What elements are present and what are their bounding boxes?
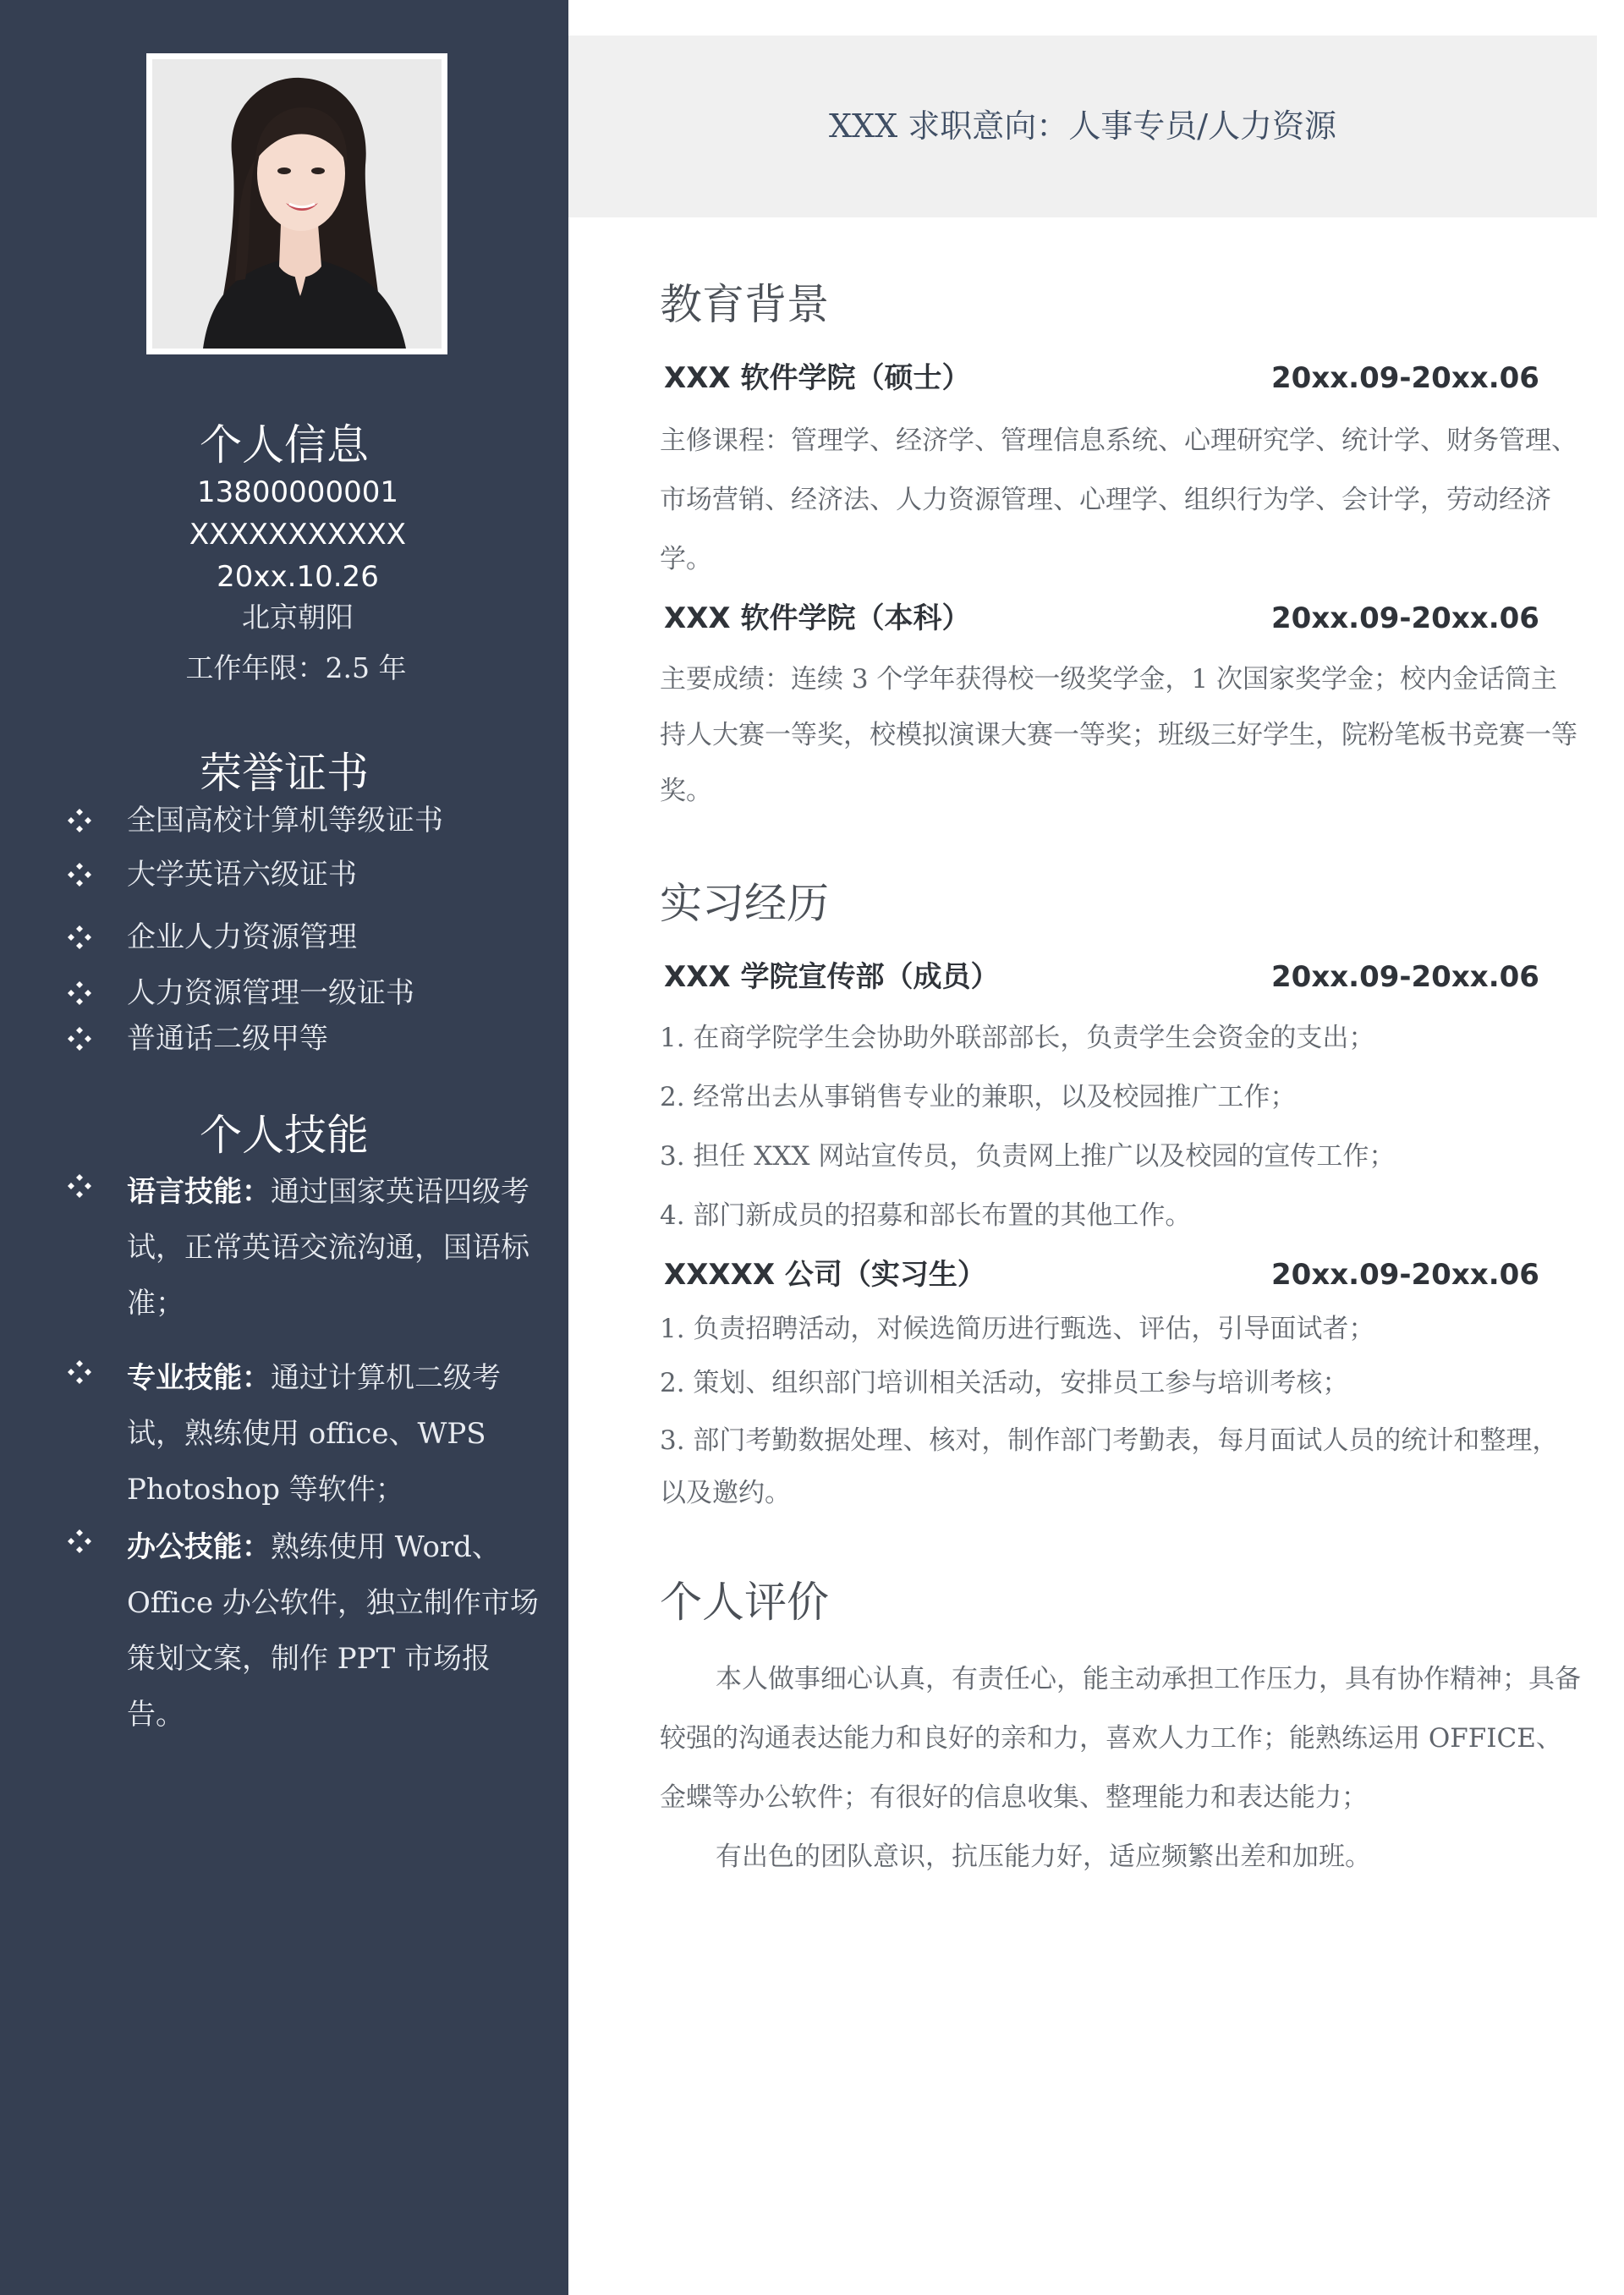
- sidebar: [0, 0, 568, 2295]
- date-range: 20xx.09-20xx.06: [1271, 361, 1539, 395]
- organization-name: XXXXX 公司（实习生）: [664, 1258, 986, 1292]
- certificate-item: [68, 1020, 541, 1057]
- header-band: [568, 36, 1597, 217]
- duty-item: 1. 在商学院学生会协助外联部部长，负责学生会资金的支出；: [660, 1023, 1375, 1053]
- certificate-label: 人力资源管理一级证书: [127, 976, 414, 1010]
- certificate-item: [68, 856, 541, 893]
- school-name: XXX 软件学院（硕士）: [664, 361, 971, 395]
- certificates-heading: 荣誉证书: [200, 749, 369, 798]
- evaluation-heading: 个人评价: [660, 1578, 829, 1627]
- job-objective-title: XXX 求职意向：人事专员/人力资源: [828, 107, 1337, 145]
- email-value: XXXXXXXXXXX: [189, 518, 407, 552]
- certificate-item: [68, 802, 541, 839]
- education-heading: 教育背景: [660, 280, 829, 329]
- date-range: 20xx.09-20xx.06: [1271, 1258, 1539, 1292]
- skill-item: [68, 1164, 541, 1331]
- diamond-bullet-icon: [68, 981, 91, 1005]
- diamond-bullet-icon: [68, 1360, 91, 1384]
- skill-text: [127, 1164, 541, 1331]
- skills-heading: 个人技能: [200, 1111, 369, 1160]
- date-range: 20xx.09-20xx.06: [1271, 960, 1539, 994]
- certificate-label: 全国高校计算机等级证书: [127, 804, 443, 837]
- skill-text: [127, 1350, 541, 1518]
- skill-name: 语言技能：: [127, 1175, 271, 1209]
- diamond-bullet-icon: [68, 863, 91, 887]
- certificate-label: 企业人力资源管理: [127, 920, 357, 954]
- education-description: 主修课程：管理学、经济学、管理信息系统、心理研究学、统计学、财务管理、市场营销、经济法、人力资源管理、心理学、组织行为学、会计学，劳动经济学。: [660, 426, 1577, 574]
- certificate-item: [68, 919, 541, 956]
- diamond-bullet-icon: [68, 925, 91, 949]
- evaluation-paragraph: 本人做事细心认真，有责任心，能主动承担工作压力，具有协作精神；具备较强的沟通表达能力和良好的亲和力，喜欢人力工作；能熟练运用 OFFICE、金蝶等办公软件；有很好的信息收集、整理能力和表达能力；: [660, 1664, 1581, 1813]
- education-entry-header: [664, 599, 1539, 638]
- skill-item: [68, 1350, 541, 1518]
- internship-entry-header: [664, 1255, 1539, 1294]
- skill-name: 专业技能：: [127, 1361, 271, 1395]
- diamond-bullet-icon: [68, 1027, 91, 1051]
- skill-text: [127, 1519, 541, 1743]
- school-name: XXX 软件学院（本科）: [664, 601, 971, 635]
- skill-description: 通过国家英语四级考试，正常英语交流沟通，国语标准；: [127, 1175, 529, 1320]
- education-description: 主要成绩：连续 3 个学年获得校一级奖学金，1 次国家奖学金；校内金话筒主持人大赛一等奖，校模拟演课大赛一等奖；班级三好学生，院粉笔板书竞赛一等奖。: [660, 664, 1577, 806]
- certificate-item: [68, 975, 541, 1012]
- diamond-bullet-icon: [68, 809, 91, 832]
- location-value: 北京朝阳: [242, 601, 354, 634]
- portrait-image: [152, 59, 442, 349]
- diamond-bullet-icon: [68, 1174, 91, 1198]
- phone-number: 13800000001: [197, 475, 398, 509]
- certificate-label: 普通话二级甲等: [127, 1022, 328, 1056]
- duty-item: 3. 部门考勤数据处理、核对，制作部门考勤表，每月面试人员的统计和整理，以及邀约。: [660, 1425, 1559, 1508]
- diamond-bullet-icon: [68, 1529, 91, 1553]
- skill-description: 通过计算机二级考试，熟练使用 office、WPS Photoshop 等软件；: [127, 1361, 501, 1507]
- personal-info-heading: 个人信息: [200, 420, 369, 469]
- duty-item: 2. 策划、组织部门培训相关活动，安排员工参与培训考核；: [660, 1368, 1349, 1398]
- organization-name: XXX 学院宣传部（成员）: [664, 960, 1000, 994]
- duty-item: 1. 负责招聘活动，对候选简历进行甄选、评估，引导面试者；: [660, 1314, 1375, 1344]
- duty-item: 2. 经常出去从事销售专业的兼职，以及校园推广工作；: [660, 1082, 1297, 1112]
- profile-photo: [146, 53, 447, 354]
- skill-name: 办公技能：: [127, 1530, 271, 1564]
- birthday-value: 20xx.10.26: [217, 560, 379, 594]
- skill-item: [68, 1519, 541, 1743]
- internship-entry-header: [664, 958, 1539, 997]
- experience-value: 工作年限：2.5 年: [185, 651, 407, 684]
- duty-item: 4. 部门新成员的招募和部长布置的其他工作。: [660, 1200, 1192, 1231]
- duty-item: 3. 担任 XXX 网站宣传员，负责网上推广以及校园的宣传工作；: [660, 1141, 1396, 1172]
- education-entry-header: [664, 359, 1539, 398]
- internship-heading: 实习经历: [660, 879, 829, 928]
- date-range: 20xx.09-20xx.06: [1271, 601, 1539, 635]
- certificate-label: 大学英语六级证书: [127, 858, 357, 892]
- skill-description: 熟练使用 Word、Office 办公软件，独立制作市场策划文案，制作 PPT 市场报告。: [127, 1530, 539, 1732]
- evaluation-paragraph: 有出色的团队意识，抗压能力好，适应频繁出差和加班。: [716, 1842, 1371, 1872]
